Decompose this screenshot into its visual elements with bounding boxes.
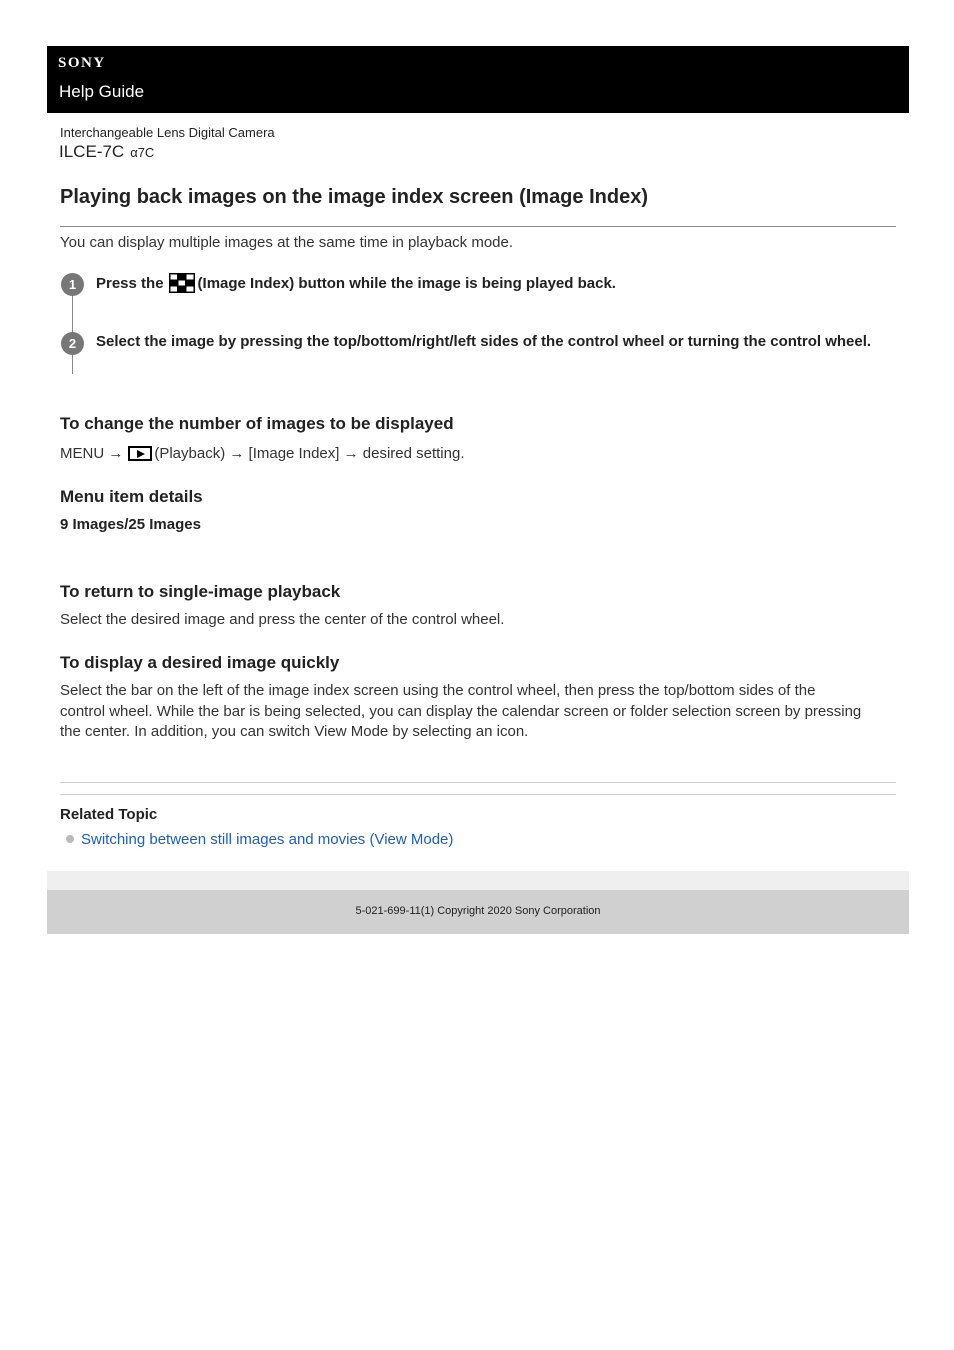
playback-icon: [128, 446, 152, 461]
change-number-menu-path: [60, 444, 464, 465]
return-single-text: Select the desired image and press the center of the control wheel.: [60, 611, 505, 628]
step-2-text: Select the image by pressing the top/bottom/right/left sides of the control wheel or turning the control wheel.: [96, 333, 872, 350]
page-footer: [47, 890, 909, 934]
image-index-icon: [169, 273, 195, 293]
intro-text: You can display multiple images at the same time in playback mode.: [60, 234, 514, 251]
model-alias: α7C: [130, 145, 155, 160]
step-2-number: 2: [61, 332, 84, 355]
model-number: ILCE-7C: [59, 142, 125, 161]
menu-details-heading: Menu item details: [60, 487, 203, 506]
step-1-text-after: (Image Index) button while the image is being played back.: [197, 275, 616, 292]
copyright-text: 5-021-699-11(1) Copyright 2020 Sony Corporation: [355, 905, 601, 917]
help-guide-title: Help Guide: [59, 82, 145, 101]
menu-item-images: 9 Images/25 Images: [60, 516, 201, 533]
product-type: Interchangeable Lens Digital Camera: [60, 125, 275, 140]
menu-path-prefix: MENU →: [60, 445, 124, 462]
steps-connector-line: [72, 284, 73, 374]
related-topic-link[interactable]: Switching between still images and movies (View Mode): [81, 831, 454, 848]
change-number-heading: To change the number of images to be displayed: [60, 414, 454, 433]
sony-logo[interactable]: SONY: [58, 55, 106, 71]
site-header: [47, 46, 909, 113]
display-quickly-line: control wheel. While the bar is being selected, you can display the calendar screen or folder selection screen by pressing: [60, 702, 862, 720]
related-topic-heading: Related Topic: [60, 806, 158, 823]
footer-band: [47, 871, 909, 890]
return-single-heading: To return to single-image playback: [60, 582, 341, 601]
page-title: Playing back images on the image index screen (Image Index): [60, 186, 648, 208]
display-quickly-line: the center. In addition, you can switch View Mode by selecting an icon.: [60, 723, 529, 740]
display-quickly-line: Select the bar on the left of the image index screen using the control wheel, then press the top/bottom sides of the: [60, 682, 816, 699]
bullet-icon: [66, 835, 74, 843]
related-divider-bottom: [60, 794, 896, 795]
step-1-text: [96, 273, 616, 294]
related-divider-top: [60, 782, 896, 783]
step-1-text-before: Press the: [96, 275, 164, 292]
title-divider: [60, 226, 896, 227]
display-quickly-text: [60, 681, 861, 743]
related-topic-item: [66, 831, 453, 848]
display-quickly-heading: To display a desired image quickly: [60, 653, 340, 672]
step-1-number: 1: [61, 273, 84, 296]
menu-path-suffix: (Playback) → [Image Index] → desired setting.: [154, 445, 465, 462]
model-name: [59, 142, 154, 162]
